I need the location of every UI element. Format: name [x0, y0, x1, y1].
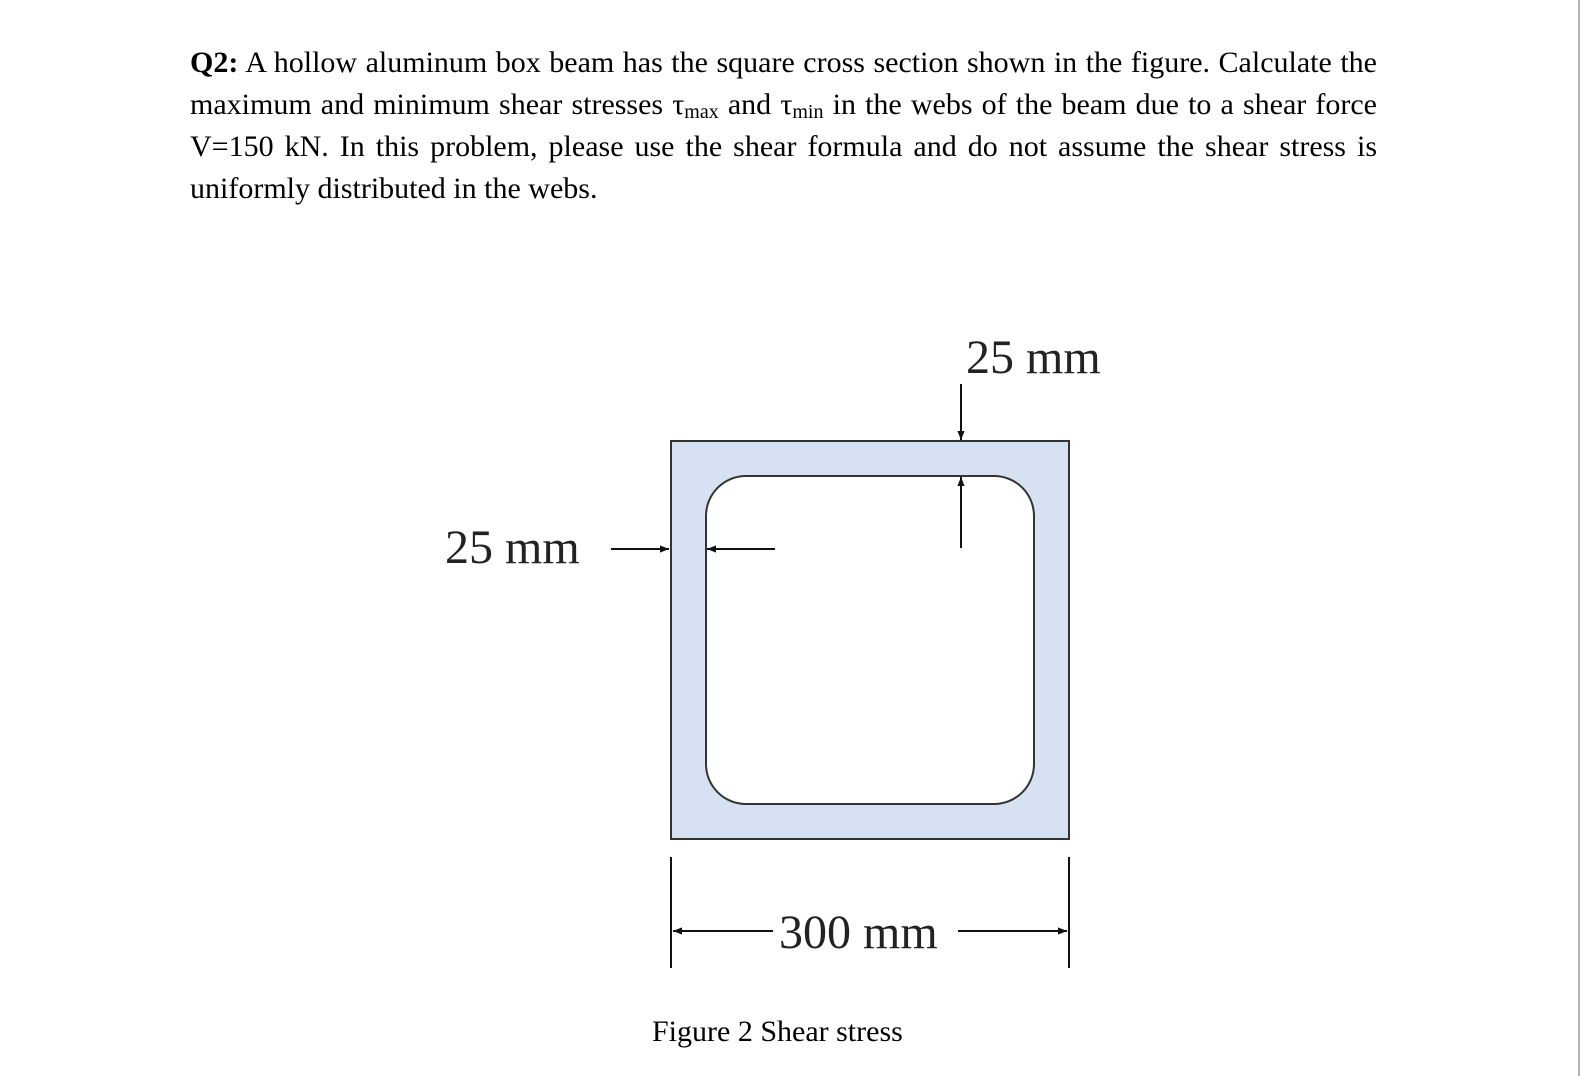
hollow-interior — [706, 476, 1034, 804]
dim-top-label: 25 mm — [966, 331, 1101, 384]
figure-caption: Figure 2 Shear stress — [652, 1015, 903, 1048]
dim-left-label: 25 mm — [445, 521, 580, 574]
tau-min-subscript: min — [792, 101, 824, 123]
question-text-part-2: in the webs of the beam due to a shear force V=150 kN. In this problem, please use the shear formula and do not assume the shear stress is uniformly distributed in the webs. — [190, 88, 1377, 205]
tau-min-symbol: τ — [780, 88, 793, 121]
question-text-part-1: A hollow aluminum box beam has the square cross section shown in the figure. Calculate the maximum and minimum shear stresses — [190, 46, 1377, 121]
tau-max-subscript: max — [684, 101, 719, 123]
tau-max-symbol: τ — [672, 88, 685, 121]
question-label: Q2: — [190, 46, 239, 79]
dim-bottom-label: 300 mm — [779, 906, 938, 959]
and-word: and — [727, 88, 772, 121]
